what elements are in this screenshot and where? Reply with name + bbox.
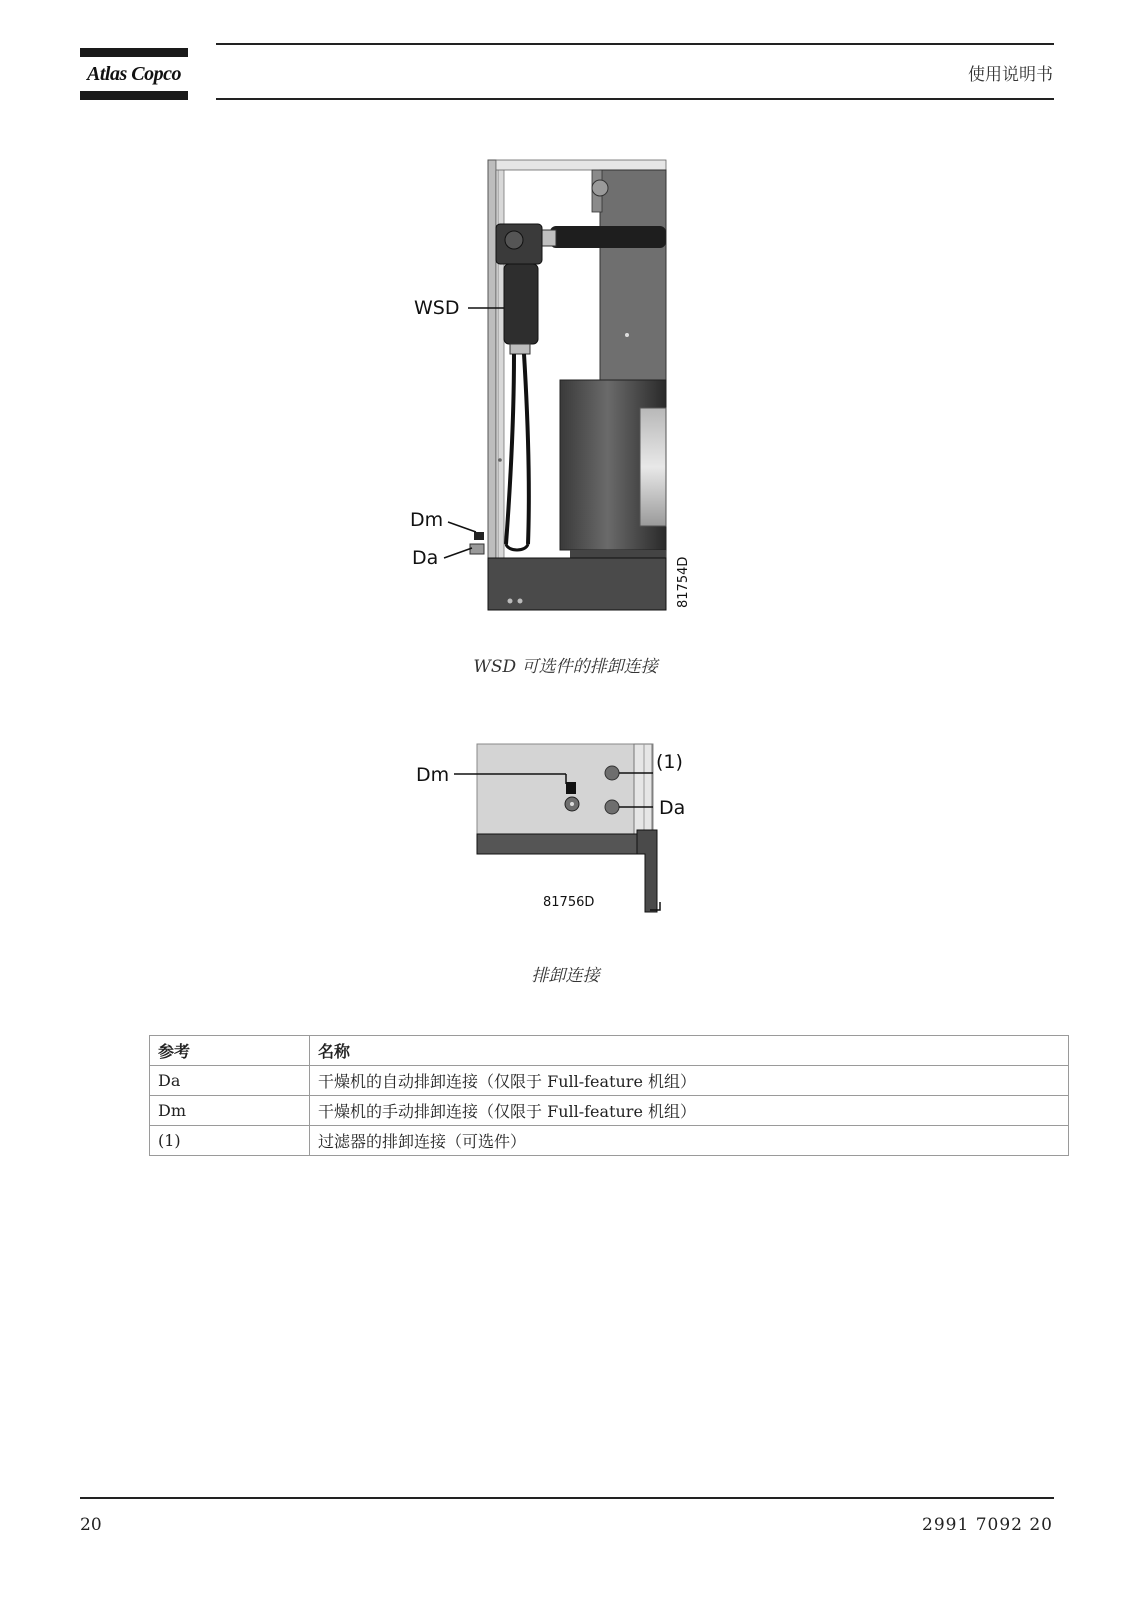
callout-1: (1): [656, 751, 683, 773]
figure-code: 81754D: [676, 556, 691, 608]
cell-name: 干燥机的手动排卸连接（仅限于 Full-feature 机组）: [310, 1096, 1069, 1126]
cell-reference: Dm: [150, 1096, 310, 1126]
figure-code-2: 81756D: [543, 895, 595, 910]
table-header-row: [150, 1036, 1069, 1066]
callout-dm: Dm: [410, 509, 444, 531]
logo-bar-top: [80, 48, 188, 57]
header-rule-bottom: [216, 98, 1054, 100]
table-row: [150, 1096, 1069, 1126]
logo-bar-bottom: [80, 91, 188, 100]
document-number: 2991 7092 20: [922, 1515, 1053, 1535]
page-number: 20: [80, 1515, 102, 1535]
callout-wsd: WSD: [414, 297, 460, 319]
table-row: [150, 1126, 1069, 1156]
figure-wsd-illustration: [410, 160, 710, 630]
footer-rule: [80, 1497, 1054, 1499]
figure-caption-wsd: WSD 可选件的排卸连接: [473, 657, 658, 677]
figure-drain-connections: [416, 744, 710, 926]
logo-text: Atlas Copco: [87, 63, 181, 85]
callout-dm-2: Dm: [416, 764, 450, 786]
cell-name: 过滤器的排卸连接（可选件）: [310, 1126, 1069, 1156]
reference-table: [149, 1035, 1069, 1156]
figure-caption-drain: 排卸连接: [531, 966, 600, 986]
cell-reference: Da: [150, 1066, 310, 1096]
callout-da: Da: [412, 547, 439, 569]
figure-wsd-drain: [410, 160, 710, 630]
atlas-copco-logo: [80, 48, 188, 100]
column-header-reference: 参考: [150, 1036, 310, 1066]
figure-drain-illustration: [416, 744, 710, 926]
table-row: [150, 1066, 1069, 1096]
callout-da-2: Da: [659, 797, 686, 819]
column-header-name: 名称: [310, 1036, 1069, 1066]
cell-reference: (1): [150, 1126, 310, 1156]
header-rule-top: [216, 43, 1054, 45]
cell-name: 干燥机的自动排卸连接（仅限于 Full-feature 机组）: [310, 1066, 1069, 1096]
document-type: 使用说明书: [968, 65, 1053, 85]
